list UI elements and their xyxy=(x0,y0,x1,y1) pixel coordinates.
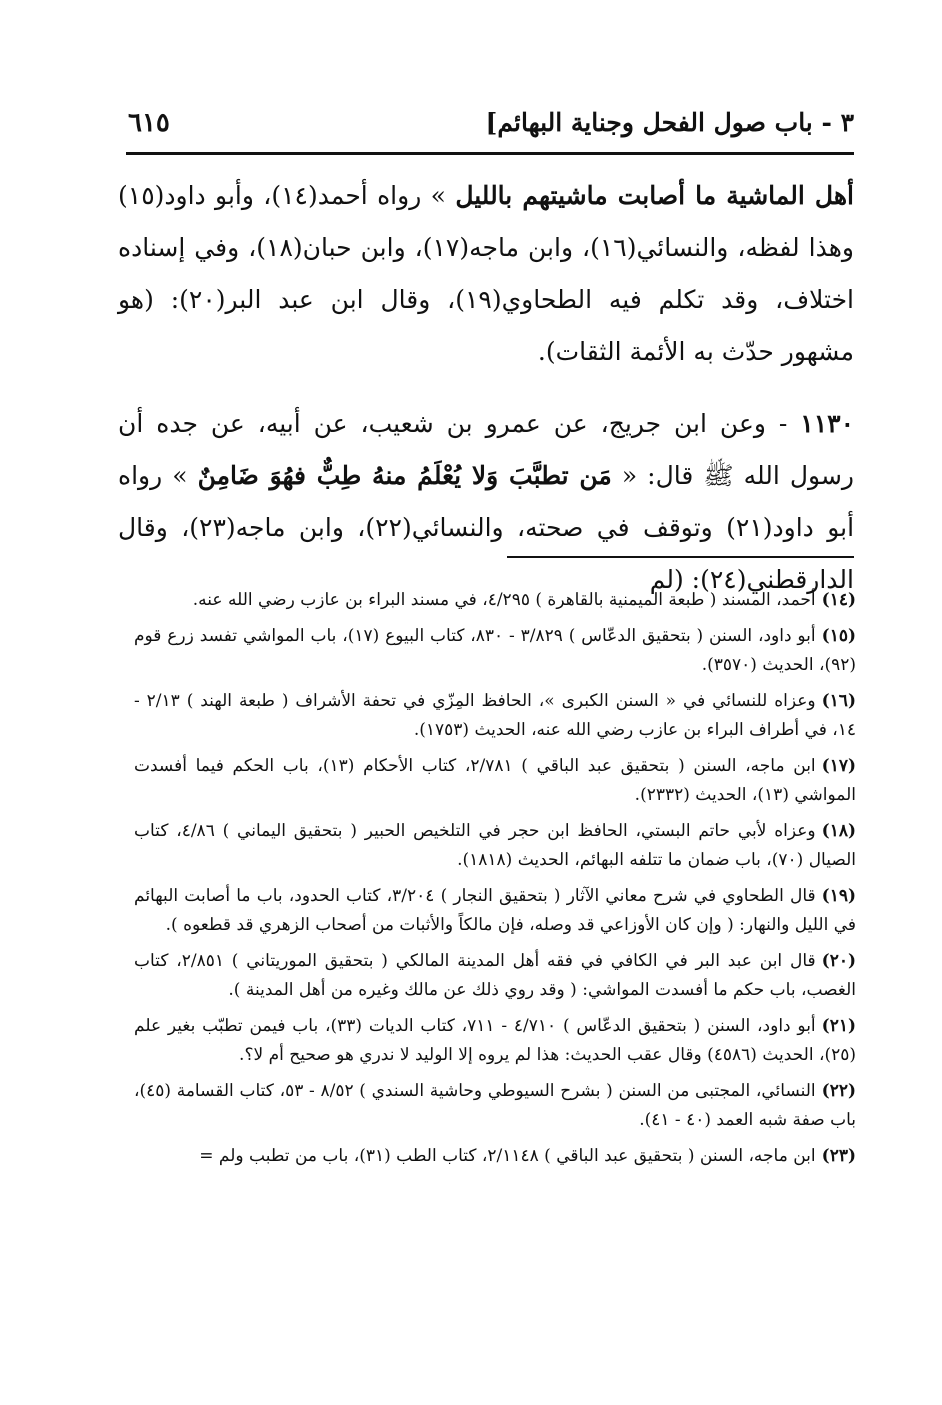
paragraph-2 xyxy=(118,398,854,606)
footnote-text: أبو داود، السنن ( بتحقيق الدعّاس ) ٣/٨٢٩ - ٨٣٠، كتاب البيوع (١٧)، باب المواشي تفسد زرع قوم (٩٢)، الحديث (٣٥٧٠). xyxy=(134,626,856,675)
footnote-text: وعزاه لأبي حاتم البستي، الحافظ ابن حجر في التلخيص الحبير ( بتحقيق اليماني ) ٤/٨٦، كتاب الصيال (٧٠)، باب ضمان ما تتلفه البهائم، الحديث (١٨١٨). xyxy=(134,821,856,870)
footnote-text: النسائي، المجتبى من السنن ( بشرح السيوطي وحاشية السندي ) ٨/٥٢ - ٥٣، كتاب القسامة (٤٥)، باب صفة شبه العمد (٤٠ - ٤١). xyxy=(134,1081,856,1130)
footnote-number: (١٦) xyxy=(821,691,856,711)
footnote xyxy=(134,882,856,940)
footnote xyxy=(134,622,856,680)
hadith-text-bold: مَن تطبَّبَ وَلا يُعْلَمُ منهُ طِبٌّ فهُوَ ضَامِنٌ xyxy=(197,461,612,490)
footnote-number: (١٩) xyxy=(821,886,856,906)
page-header xyxy=(128,100,854,152)
footnote-number: (١٥) xyxy=(821,626,856,646)
footnote xyxy=(134,586,856,615)
footnote-number: (١٨) xyxy=(821,821,856,841)
footnote-number: (٢٠) xyxy=(821,951,856,971)
footnote-text: أحمد، المسند ( طبعة الميمنية بالقاهرة ) ٤/٢٩٥، في مسند البراء بن عازب رضي الله عنه. xyxy=(192,590,816,610)
footnote-text: وعزاه للنسائي في « السنن الكبرى »، الحافظ المِزّي في تحفة الأشراف ( طبعة الهند ) ٢/١٣ - ١٤، في أطراف البراء بن عازب رضي الله عنه، الحديث (١٧٥٣). xyxy=(134,691,856,740)
paragraph-2-part2: » رواه أبو داود(٢١) وتوقف في صحته، والنسائي(٢٢)، وابن ماجه(٢٣)، وقال الدارقطني(٢٤): (لم xyxy=(118,461,855,594)
footnote-number: (٢١) xyxy=(821,1016,857,1036)
hadith-text-bold: أهل الماشية ما أصابت ماشيتهم بالليل xyxy=(455,181,854,210)
footnote xyxy=(134,752,856,810)
chapter-title: ٣ - باب صول الفحل وجناية البهائم] xyxy=(485,108,854,137)
paragraph-1-rest: » رواه أحمد(١٤)، وأبو داود(١٥) وهذا لفظه، والنسائي(١٦)، وابن ماجه(١٧)، وابن حبان(١٨)، وفي إسناده اختلاف، وقد تكلم فيه الطحاوي(١٩)، وقال ابن عبد البر(٢٠): (هو مشهور حدّث به الأئمة الثقات). xyxy=(118,181,854,366)
footnote xyxy=(134,817,856,875)
footnote-number: (١٤) xyxy=(821,590,856,610)
footnotes xyxy=(134,586,856,1178)
header-rule xyxy=(126,152,854,155)
hadith-number: ١١٣٠ xyxy=(800,409,854,438)
footnote xyxy=(134,947,856,1005)
paragraph-2-part1: - وعن ابن جريج، عن عمرو بن شعيب، عن أبيه، عن جده أن رسول الله ﷺ قال: « xyxy=(118,409,854,490)
footnote-text: أبو داود، السنن ( بتحقيق الدعّاس ) ٤/٧١٠ - ٧١١، كتاب الديات (٣٣)، باب فيمن تطبّب بغير علم (٢٥)، الحديث (٤٥٨٦) وقال عقب الحديث: هذا لم يروه إلا الوليد لا ندري هو صحيح أم لا؟. xyxy=(134,1016,856,1065)
footnotes-rule xyxy=(507,556,854,558)
footnote-number: (١٧) xyxy=(821,756,857,776)
footnote-text: ابن ماجه، السنن ( بتحقيق عبد الباقي ) ٢/٧٨١، كتاب الأحكام (١٣)، باب الحكم فيما أفسدت المواشي (١٣)، الحديث (٢٣٣٢). xyxy=(134,756,856,805)
footnote-number: (٢٣) xyxy=(821,1146,856,1166)
footnote-text: ابن ماجه، السنن ( بتحقيق عبد الباقي ) ٢/١١٤٨، كتاب الطب (٣١)، باب من تطبب ولم = xyxy=(199,1146,816,1166)
footnote-text: قال الطحاوي في شرح معاني الآثار ( بتحقيق النجار ) ٣/٢٠٤، كتاب الحدود، باب ما أصابت البهائم في الليل والنهار: ( وإن كان الأوزاعي قد وصله، فإن مالكاً والأثبات من أصحاب الزهري قد قطعوه ). xyxy=(134,886,856,935)
footnote xyxy=(134,1077,856,1135)
main-text xyxy=(118,170,854,606)
footnote-number: (٢٢) xyxy=(821,1081,856,1101)
footnote xyxy=(134,1012,856,1070)
page-number: ٦١٥ xyxy=(128,108,170,138)
footnote xyxy=(134,1142,856,1171)
footnote-text: قال ابن عبد البر في الكافي في فقه أهل المدينة المالكي ( بتحقيق الموريتاني ) ٢/٨٥١، كتاب الغصب، باب حكم ما أفسدت المواشي: ( وقد روي ذلك عن مالك وغيره من أهل المدينة ). xyxy=(134,951,856,1000)
paragraph-1 xyxy=(118,170,854,378)
footnote xyxy=(134,687,856,745)
